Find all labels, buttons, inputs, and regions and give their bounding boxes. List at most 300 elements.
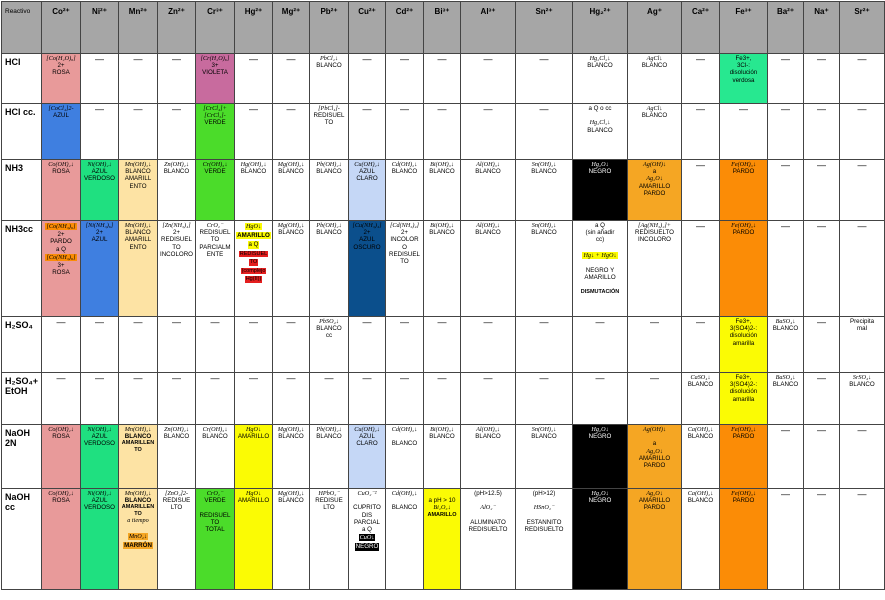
cell-text: Co(OH)₂↓: [48, 161, 74, 168]
reaction-cell: [516, 221, 573, 317]
no-reaction-dash: —: [595, 317, 605, 327]
reagent-label: H₂SO₄+ EtOH: [2, 373, 42, 425]
cell-text: NEGRO: [588, 497, 612, 505]
cell-text: AgCl↓: [646, 105, 663, 112]
reaction-cell: [386, 104, 424, 160]
cell-text: [120, 525, 156, 532]
cell-text: a Q o cc: [588, 105, 612, 112]
reaction-cell: [516, 160, 573, 221]
cell-text: AMARILLO: [584, 274, 616, 282]
cell-text: REDISUE: [162, 497, 191, 505]
no-reaction-dash: —: [249, 104, 258, 114]
cell-text: [462, 497, 514, 504]
ion-header: Mn²⁺: [119, 2, 158, 54]
cell-text: NEGRO Y: [585, 267, 615, 275]
cell-text: (pH>12.5): [474, 490, 502, 497]
cell-text: BLANCO: [772, 381, 799, 389]
reaction-cell: [42, 221, 81, 317]
reaction-cell: [119, 489, 158, 590]
cell-text: TO: [324, 119, 334, 127]
reaction-cell: [196, 489, 235, 590]
cell-text: Zn(OH)₂↓: [164, 161, 189, 168]
cell-text: CUPRITO: [353, 504, 381, 512]
reaction-cell: [804, 54, 840, 104]
no-reaction-dash: —: [696, 160, 705, 170]
cell-text: BLANCO: [316, 168, 342, 176]
no-reaction-dash: —: [437, 54, 447, 64]
cell-text: HgO↓: [245, 490, 262, 497]
cell-text: BLANCO: [641, 112, 668, 120]
cell-text: O: [402, 243, 407, 251]
cell-text: VERDE: [204, 168, 226, 176]
highlight-chip: [236, 231, 271, 240]
no-reaction-dash: —: [595, 373, 605, 383]
reaction-cell: [42, 425, 81, 489]
cell-text: a: [652, 440, 657, 448]
reaction-cell: [840, 489, 885, 590]
highlight-chip: [350, 533, 384, 542]
reaction-cell: [573, 317, 628, 373]
ion-header: Fe³⁺: [720, 2, 768, 54]
reaction-cell: [768, 54, 804, 104]
reaction-cell: [768, 317, 804, 373]
cell-text: disolución: [729, 69, 758, 77]
cell-text: Al(OH)₃↓: [476, 426, 500, 433]
cell-text: Hg₂Cl₂↓: [589, 119, 611, 127]
cell-text: BLANCO: [316, 325, 342, 333]
cell-text: [197, 504, 233, 511]
highlight-chip: [236, 240, 271, 249]
reaction-cell: [310, 160, 349, 221]
reaction-cell: [81, 425, 119, 489]
cell-text: NEGRO: [588, 433, 612, 441]
cell-text: Al(OH)₃↓: [476, 222, 500, 229]
reaction-cell: [310, 425, 349, 489]
cell-text: INCOLORO: [159, 250, 193, 258]
cell-text: Ni(OH)₂↓: [87, 426, 112, 433]
no-reaction-dash: —: [400, 373, 409, 383]
cell-text: BLANCO: [641, 62, 668, 70]
no-reaction-dash: —: [857, 104, 867, 114]
reaction-cell: [81, 104, 119, 160]
reaction-cell: [424, 221, 461, 317]
cell-text: TO: [172, 243, 181, 251]
cell-text: MnO₂↓: [129, 532, 147, 540]
reaction-cell: [42, 54, 81, 104]
reaction-cell: [682, 221, 720, 317]
no-reaction-dash: —: [95, 104, 104, 114]
cell-text: Fe3+,: [735, 55, 752, 62]
cell-text: VERDE: [204, 119, 226, 127]
cell-text: PARDO: [732, 229, 755, 237]
no-reaction-dash: —: [539, 54, 549, 64]
reaction-cell: [720, 221, 768, 317]
reaction-cell: [196, 317, 235, 373]
highlight-chip: [350, 542, 384, 551]
cell-text: (sin añadir: [585, 229, 615, 237]
cell-text: [CrCl₄]+: [203, 105, 227, 112]
ion-header: Ni²⁺: [81, 2, 119, 54]
ion-header: Hg²⁺: [235, 2, 273, 54]
cell-text: OSCURO: [353, 243, 381, 251]
no-reaction-dash: —: [781, 160, 790, 170]
cell-text: CuO₂⁻²: [357, 490, 377, 497]
no-reaction-dash: —: [172, 373, 181, 383]
cell-text: BLANCO: [278, 229, 304, 237]
no-reaction-dash: —: [817, 489, 826, 499]
reaction-cell: [119, 221, 158, 317]
cell-text: AZUL: [91, 433, 108, 441]
cell-text: Bi(OH)₃↓: [430, 426, 454, 433]
cell-text: 2+: [172, 229, 181, 237]
ion-header: Ca²⁺: [682, 2, 720, 54]
no-reaction-dash: —: [539, 104, 549, 114]
ion-header: Cr³⁺: [196, 2, 235, 54]
cell-text: TO: [249, 259, 258, 266]
cell-text: 2+: [363, 229, 371, 237]
cell-text: [517, 497, 571, 504]
cell-text: BLANCO: [391, 440, 418, 448]
reaction-cell: [628, 221, 682, 317]
reaction-cell: [628, 317, 682, 373]
reaction-cell: [682, 104, 720, 160]
cell-text: REDISUELTO: [635, 229, 674, 237]
cell-text: BLANCO: [240, 168, 267, 176]
cell-text: Bi(OH)₃↓: [430, 161, 454, 168]
cell-text: [Cd(NH₃)₄]: [389, 222, 420, 229]
reagent-label: NH3: [2, 160, 42, 221]
reagent-label: NaOH cc: [2, 489, 42, 590]
reaction-cell: [461, 425, 516, 489]
cell-text: [350, 497, 384, 504]
cell-text: BLANCO: [475, 229, 501, 237]
reagent-row: [2, 160, 885, 221]
cell-text: [Co(H₂O)₆]: [46, 55, 76, 62]
cell-text: Cu(OH)₂↓: [354, 161, 380, 168]
reaction-cell: [840, 160, 885, 221]
reaction-cell: [196, 373, 235, 425]
reaction-cell: [81, 489, 119, 590]
reaction-cell: [158, 425, 196, 489]
cell-text: Hg(II)): [245, 276, 262, 283]
cell-text: PARDO: [732, 433, 755, 441]
reaction-cell: [119, 104, 158, 160]
cell-text: Ag₂O↓: [646, 490, 663, 497]
cell-text: CrO₂⁻: [206, 490, 224, 497]
cell-text: Fe(OH)₃↓: [731, 222, 756, 229]
cell-text: disolución: [729, 388, 758, 396]
cell-text: AMARILLEN: [121, 440, 155, 447]
reaction-cell: [349, 317, 386, 373]
cell-text: HSnO₂⁻: [533, 504, 555, 512]
cell-text: [ZnO₂]2-: [164, 490, 189, 497]
cell-text: verdosa: [732, 76, 755, 84]
reaction-cell: [720, 425, 768, 489]
reaction-cell: [81, 54, 119, 104]
reaction-cell: [81, 160, 119, 221]
reaction-cell: [628, 373, 682, 425]
cell-text: [387, 497, 422, 504]
reaction-cell: [349, 104, 386, 160]
cell-text: [Ni(NH₃)₆]: [85, 222, 114, 229]
cell-text: 3+: [57, 262, 65, 270]
reaction-cell: [804, 489, 840, 590]
no-reaction-dash: —: [210, 317, 220, 327]
no-reaction-dash: —: [324, 373, 334, 383]
reaction-cell: [804, 317, 840, 373]
no-reaction-dash: —: [696, 221, 705, 231]
reaction-cell: [158, 489, 196, 590]
reaction-cell: [235, 425, 273, 489]
cell-text: Fe(OH)₃↓: [731, 161, 756, 168]
cell-text: Sn(OH)₂↓: [531, 222, 557, 229]
reaction-cell: [628, 104, 682, 160]
cell-text: Precipita: [849, 318, 875, 325]
reaction-cell: [461, 489, 516, 590]
cell-text: BLANCO: [687, 381, 714, 389]
cell-text: [Co(NH₃)₆]: [46, 253, 76, 261]
reagent-label: NH3cc: [2, 221, 42, 317]
ion-header: Al³⁺: [461, 2, 516, 54]
cell-text: amarilla: [732, 339, 755, 347]
reaction-cell: [682, 425, 720, 489]
reagent-row: [2, 425, 885, 489]
cell-text: VERDOSO: [84, 175, 115, 183]
reaction-cell: [273, 373, 310, 425]
reaction-cell: [235, 221, 273, 317]
cell-text: Fe(OH)₃↓: [731, 490, 756, 497]
cell-text: Mg(OH)₂↓: [277, 161, 305, 168]
reaction-cell: [310, 317, 349, 373]
cell-text: BLANCO: [278, 433, 304, 441]
cell-text: ESTANNITO: [526, 518, 562, 526]
ion-header: Sn²⁺: [516, 2, 573, 54]
cell-text: TO: [210, 236, 220, 244]
cell-text: HPbO₂⁻: [318, 490, 340, 497]
cell-text: REDISUE: [315, 497, 343, 505]
reaction-cell: [235, 373, 273, 425]
reaction-cell: [273, 489, 310, 590]
cell-text: AZUL: [359, 168, 375, 176]
cell-text: Ni(OH)₂↓: [87, 490, 112, 497]
reaction-cell: [119, 373, 158, 425]
cell-text: Co(OH)₂↓: [48, 426, 74, 433]
cell-text: PARDO: [50, 238, 72, 246]
no-reaction-dash: —: [172, 104, 181, 114]
reaction-cell: [461, 317, 516, 373]
cell-text: a pH > 10: [428, 497, 456, 505]
no-reaction-dash: —: [483, 104, 493, 114]
reaction-cell: [310, 104, 349, 160]
cell-text: ROSA: [52, 269, 70, 277]
cell-text: Fe3+,: [735, 374, 752, 381]
reaction-cell: [682, 317, 720, 373]
cell-text: PARDO: [643, 462, 666, 470]
cell-text: REDISUEL: [239, 250, 268, 257]
no-reaction-dash: —: [539, 317, 549, 327]
reaction-cell: [461, 104, 516, 160]
cell-text: VERDOSO: [84, 440, 115, 448]
reaction-cell: [119, 54, 158, 104]
cell-text: [CoCl₄]2-: [48, 105, 74, 112]
no-reaction-dash: —: [483, 373, 493, 383]
ion-header: Pb²⁺: [310, 2, 349, 54]
cell-text: Hg₂O↓: [591, 161, 609, 168]
reaction-cell: [386, 425, 424, 489]
cell-text: [574, 112, 626, 119]
no-reaction-dash: —: [650, 317, 659, 327]
reaction-cell: [461, 54, 516, 104]
cell-text: PARDO: [643, 504, 666, 512]
highlight-chip: [43, 222, 79, 231]
reaction-cell: [682, 373, 720, 425]
cell-text: BLANCO: [125, 168, 151, 176]
cell-text: BLANCO: [278, 168, 304, 176]
reaction-cell: [158, 54, 196, 104]
cell-text: Mn(OH)₂↓: [124, 222, 152, 229]
no-reaction-dash: —: [781, 425, 790, 435]
no-reaction-dash: —: [817, 221, 826, 231]
cell-text: Cu(OH)₂↓: [354, 426, 380, 433]
cell-text: AMARILLEN: [121, 504, 155, 511]
no-reaction-dash: —: [249, 54, 258, 64]
cell-text: AMARILLO: [237, 232, 270, 240]
reaction-cell: [840, 104, 885, 160]
cell-text: [387, 433, 422, 440]
no-reaction-dash: —: [133, 373, 143, 383]
reagent-label: HCl cc.: [2, 104, 42, 160]
cell-text: Fe(OH)₃↓: [731, 426, 756, 433]
cell-text: BLANCO: [687, 497, 714, 505]
no-reaction-dash: —: [56, 373, 66, 383]
cell-text: Mn(OH)₂↓: [124, 161, 152, 168]
cell-text: (pH>12): [532, 490, 556, 497]
highlight-chip: [236, 258, 271, 267]
reagent-row: [2, 104, 885, 160]
no-reaction-dash: —: [362, 54, 372, 64]
cell-text: Cr(OH)₃↓: [202, 426, 228, 433]
cell-text: REDISUELTO: [524, 526, 564, 534]
reaction-cell: [768, 104, 804, 160]
reaction-cell: [682, 160, 720, 221]
cell-text: LTO: [323, 504, 335, 512]
cell-text: BLANCO: [849, 381, 875, 389]
no-reaction-dash: —: [437, 104, 447, 114]
highlight-chip: [120, 541, 156, 550]
cell-text: MARRÓN: [124, 542, 152, 550]
cell-text: 3(SO4)2-:: [729, 381, 758, 389]
cell-text: NEGRO: [355, 543, 379, 551]
cell-text: CaSO₄↓: [690, 374, 711, 381]
ion-header: Mg²⁺: [273, 2, 310, 54]
cell-text: AMARILLO: [638, 454, 671, 462]
cell-text: Fe3+,: [735, 318, 752, 325]
cell-text: REDISUEL: [199, 229, 231, 237]
header-row: [2, 2, 885, 54]
no-reaction-dash: —: [133, 104, 143, 114]
cell-text: Ag₂O↓: [646, 175, 663, 183]
cell-text: [Cu(NH₃)₄]: [352, 222, 382, 229]
cell-text: REDISUEL: [313, 112, 345, 120]
reaction-cell: [840, 317, 885, 373]
cell-text: PARCIAL: [353, 518, 381, 526]
reaction-cell: [310, 489, 349, 590]
no-reaction-dash: —: [400, 317, 409, 327]
no-reaction-dash: —: [857, 489, 867, 499]
cell-text: AMARILLO: [638, 182, 671, 190]
reaction-cell: [804, 425, 840, 489]
reaction-cell: [119, 317, 158, 373]
reaction-cell: [386, 54, 424, 104]
cell-text: VERDOSO: [84, 504, 115, 512]
cell-text: BLANCO: [163, 168, 190, 176]
reaction-cell: [196, 221, 235, 317]
cell-text: BLANCO: [429, 229, 455, 237]
reaction-cell: [81, 373, 119, 425]
ion-header: Ag⁺: [628, 2, 682, 54]
cell-text: cc: [325, 332, 333, 340]
cell-text: BLANCO: [316, 229, 342, 237]
reaction-cell: [196, 425, 235, 489]
cell-text: BLANCO: [124, 497, 152, 505]
reaction-cell: [386, 221, 424, 317]
cell-text: BLANCO: [531, 433, 557, 441]
cell-text: REDISUEL: [161, 236, 192, 244]
cell-text: disolución: [729, 332, 758, 340]
cell-text: BLANCO: [429, 168, 455, 176]
highlight-chip: [236, 250, 271, 259]
cell-text: PARDO: [643, 189, 666, 197]
cell-text: BLANCO: [772, 325, 799, 333]
cell-text: [574, 282, 626, 289]
reaction-cell: [424, 425, 461, 489]
no-reaction-dash: —: [739, 104, 748, 114]
no-reaction-dash: —: [400, 104, 409, 114]
cell-text: AZUL: [91, 168, 108, 176]
reaction-cell: [840, 221, 885, 317]
cell-text: ROSA: [52, 433, 70, 441]
cell-text: AlO₂⁻: [480, 504, 496, 512]
reactivo-header: Reactivo: [2, 2, 42, 54]
reaction-cell: [196, 54, 235, 104]
no-reaction-dash: —: [286, 317, 296, 327]
cell-text: BaSO₄↓: [775, 374, 796, 381]
reaction-cell: [573, 54, 628, 104]
ion-header: Cd²⁺: [386, 2, 424, 54]
cell-text: Cd(OH)₂↓: [391, 426, 418, 433]
cell-text: REDISUEL: [389, 250, 420, 258]
reaction-cell: [516, 104, 573, 160]
no-reaction-dash: —: [857, 425, 867, 435]
reaction-cell: [158, 221, 196, 317]
reaction-cell: [349, 221, 386, 317]
no-reaction-dash: —: [133, 317, 143, 327]
cell-text: AMARILL: [124, 175, 152, 183]
reaction-cell: [840, 425, 885, 489]
cell-text: (complejo: [241, 267, 266, 274]
reaction-cell: [628, 54, 682, 104]
no-reaction-dash: —: [781, 54, 790, 64]
reaction-cell: [349, 54, 386, 104]
reaction-cell: [424, 54, 461, 104]
ion-header: Hg₂²⁺: [573, 2, 628, 54]
cell-text: BLANCO: [531, 168, 557, 176]
no-reaction-dash: —: [817, 425, 826, 435]
cell-text: ENTO: [129, 243, 147, 251]
cell-text: BLANCO: [475, 433, 501, 441]
cell-text: CuO↓: [359, 534, 375, 542]
no-reaction-dash: —: [95, 373, 104, 383]
